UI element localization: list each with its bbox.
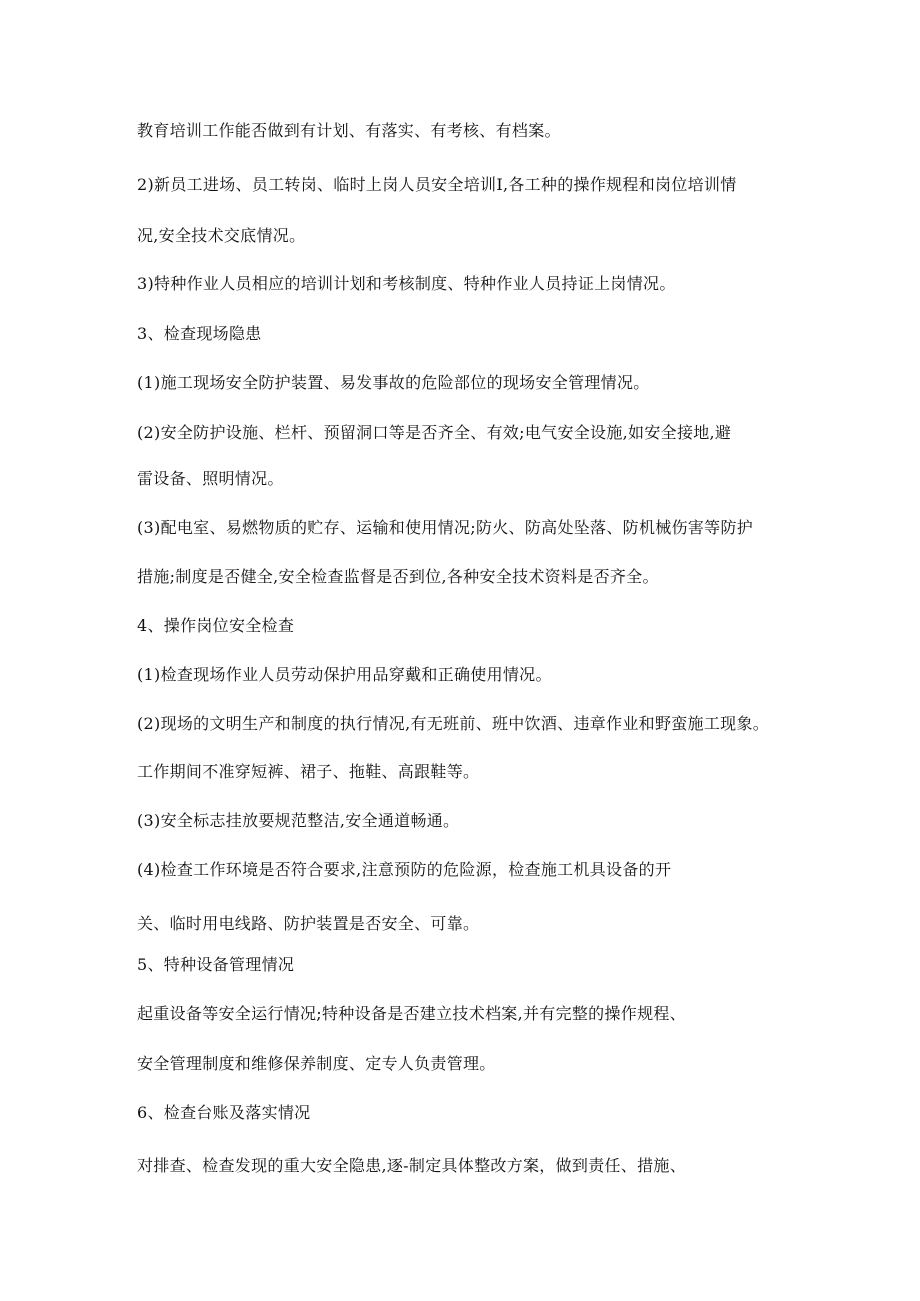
text-line: 教育培训工作能否做到有计划、有落实、有考核、有档案。 xyxy=(137,121,561,140)
text-line: 雷设备、照明情况。 xyxy=(137,469,284,488)
text-line: 起重设备等安全运行情况;特种设备是否建立技术档案,并有完整的操作规程、 xyxy=(137,1004,686,1023)
text-line: 对排查、检查发现的重大安全隐患,逐-制定具体整改方案，做到责任、措施、 xyxy=(137,1156,686,1175)
section-heading: 5、特种设备管理情况 xyxy=(137,955,295,974)
text-line: 工作期间不准穿短裤、裙子、拖鞋、高跟鞋等。 xyxy=(137,762,480,781)
text-line: 况,安全技术交底情况。 xyxy=(137,226,306,245)
text-line: (4)检查工作环境是否符合要求,注意预防的危险源，检查施工机具设备的开 xyxy=(137,860,672,879)
text-line: 关、临时用电线路、防护装置是否安全、可靠。 xyxy=(137,914,480,933)
section-heading: 6、检查台账及落实情况 xyxy=(137,1103,311,1122)
text-line: 3)特种作业人员相应的培训计划和考核制度、特种作业人员持证上岗情况。 xyxy=(137,274,676,293)
text-line: 安全管理制度和维修保养制度、定专人负责管理。 xyxy=(137,1054,496,1073)
text-line: (1)施工现场安全防护装置、易发事故的危险部位的现场安全管理情况。 xyxy=(137,373,650,392)
section-heading: 3、检查现场隐患 xyxy=(137,324,262,343)
text-line: (2)现场的文明生产和制度的执行情况,有无班前、班中饮酒、违章作业和野蛮施工现象。 xyxy=(137,714,770,733)
text-line: 措施;制度是否健全,安全检查监督是否到位,各种安全技术资料是否齐全。 xyxy=(137,567,659,586)
text-line: (3)配电室、易燃物质的贮存、运输和使用情况;防火、防高处坠落、防机械伤害等防护 xyxy=(137,518,754,537)
text-line: (2)安全防护设施、栏杆、预留洞口等是否齐全、有效;电气安全设施,如安全接地,避 xyxy=(137,423,732,442)
text-line: (3)安全标志挂放要规范整洁,安全通道畅通。 xyxy=(137,811,460,830)
text-line: (1)检查现场作业人员劳动保护用品穿戴和正确使用情况。 xyxy=(137,665,552,684)
section-heading: 4、操作岗位安全检查 xyxy=(137,616,295,635)
text-line: 2)新员工进场、员工转岗、临时上岗人员安全培训I,各工种的操作规程和岗位培训情 xyxy=(137,175,737,194)
